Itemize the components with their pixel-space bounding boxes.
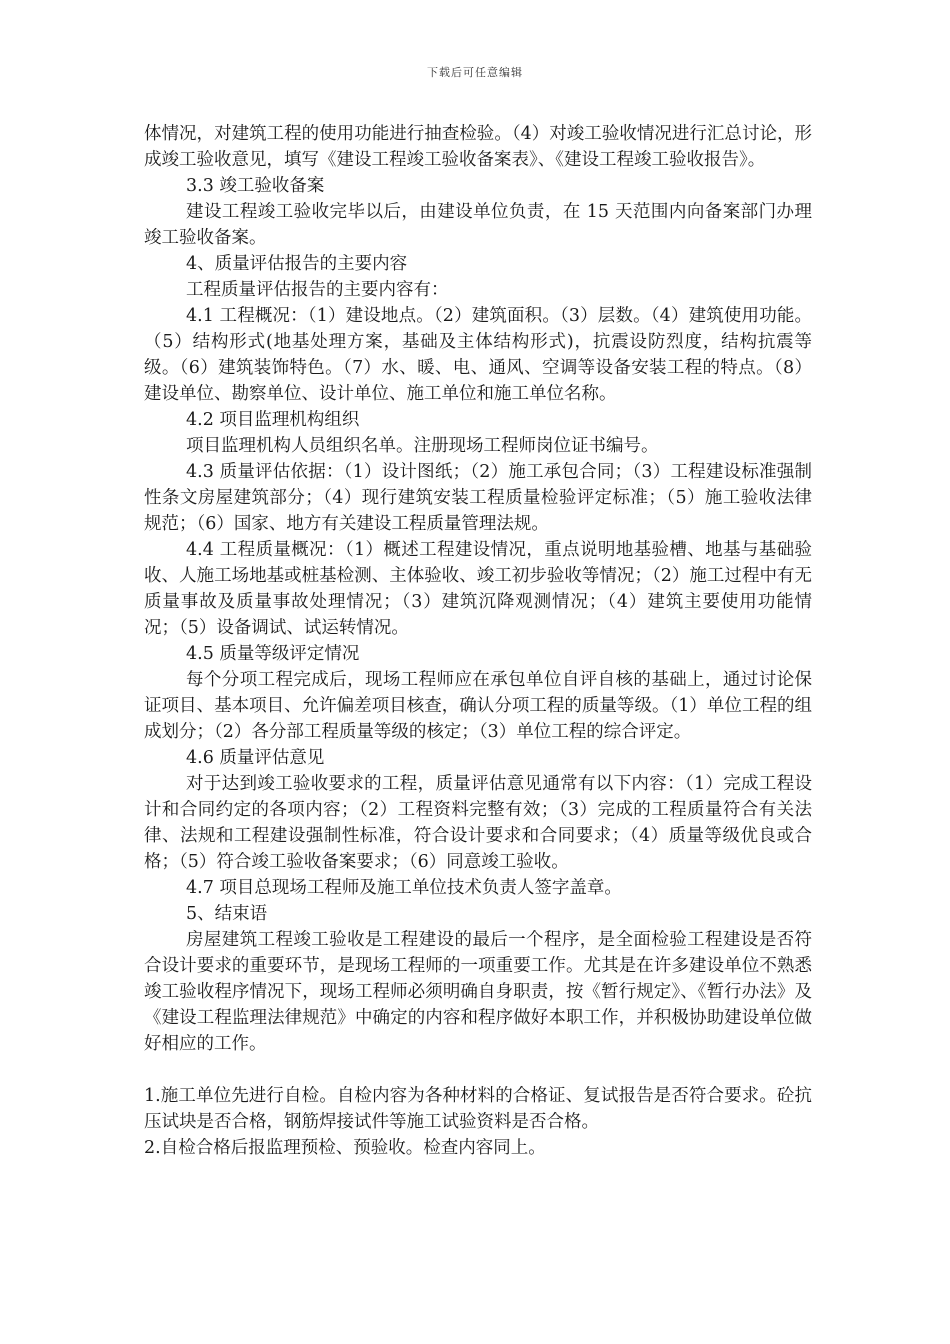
paragraph: 4.3 质量评估依据：（1）设计图纸；（2）施工承包合同；（3）工程建设标准强制性条文房屋建筑部分；（4）现行建筑安装工程质量检验评定标准；（5）施工验收法律规范；（6）国家、地方有关建设工程质量管理法规。 bbox=[144, 462, 812, 534]
section-heading: 5、结束语 bbox=[186, 904, 268, 924]
section-heading: 4.6 质量评估意见 bbox=[186, 748, 325, 768]
paragraph: 房屋建筑工程竣工验收是工程建设的最后一个程序，是全面检验工程建设是否符合设计要求的重要环节，是现场工程师的一项重要工作。尤其是在许多建设单位不熟悉竣工验收程序情况下，现场工程师必须明确自身职责，按《暂行规定》、《暂行办法》及《建设工程监理法律规范》中确定的内容和程序做好本职工作，并积极协助建设单位做好相应的工作。 bbox=[144, 930, 812, 1054]
paragraph: 4.7 项目总现场工程师及施工单位技术负责人签字盖章。 bbox=[186, 878, 622, 898]
paragraph: 建设工程竣工验收完毕以后，由建设单位负责，在 15 天范围内向备案部门办理竣工验收备案。 bbox=[144, 202, 812, 248]
paragraph: 每个分项工程完成后，现场工程师应在承包单位自评自核的基础上，通过讨论保证项目、基本项目、允许偏差项目核查，确认分项工程的质量等级。（1）单位工程的组成划分；（2）各分部工程质量等级的核定；（3）单位工程的综合评定。 bbox=[144, 670, 812, 742]
paragraph: 4.4 工程质量概况：（1）概述工程建设情况，重点说明地基验槽、地基与基础验收、人施工场地基或桩基检测、主体验收、竣工初步验收等情况；（2）施工过程中有无质量事故及质量事故处理情况；（3）建筑沉降观测情况；（4）建筑主要使用功能情况；（5）设备调试、试运转情况。 bbox=[144, 540, 812, 638]
numbered-item: 2.自检合格后报监理预检、预验收。检查内容同上。 bbox=[144, 1138, 546, 1158]
section-heading: 4.2 项目监理机构组织 bbox=[186, 410, 360, 430]
page-header: 下载后可任意编辑 bbox=[427, 66, 523, 79]
numbered-item: 1.施工单位先进行自检。自检内容为各种材料的合格证、复试报告是否符合要求。砼抗压试块是否合格，钢筋焊接试件等施工试验资料是否合格。 bbox=[144, 1086, 812, 1132]
paragraph: 对于达到竣工验收要求的工程，质量评估意见通常有以下内容：（1）完成工程设计和合同约定的各项内容；（2）工程资料完整有效；（3）完成的工程质量符合有关法律、法规和工程建设强制性标准，符合设计要求和合同要求；（4）质量等级优良或合格；（5）符合竣工验收备案要求；（6）同意竣工验收。 bbox=[144, 774, 812, 872]
section-heading: 4.5 质量等级评定情况 bbox=[186, 644, 360, 664]
paragraph: 项目监理机构人员组织名单。注册现场工程师岗位证书编号。 bbox=[186, 436, 659, 456]
paragraph: 工程质量评估报告的主要内容有： bbox=[186, 280, 449, 300]
section-heading: 3.3 竣工验收备案 bbox=[186, 176, 325, 196]
section-heading: 4、质量评估报告的主要内容 bbox=[186, 254, 408, 274]
paragraph: 体情况，对建筑工程的使用功能进行抽查检验。（4）对竣工验收情况进行汇总讨论，形成竣工验收意见，填写《建设工程竣工验收备案表》、《建设工程竣工验收报告》。 bbox=[144, 124, 812, 170]
document-body bbox=[144, 121, 812, 1161]
paragraph: 4.1 工程概况：（1）建设地点。（2）建筑面积。（3）层数。（4）建筑使用功能。（5）结构形式(地基处理方案，基础及主体结构形式)，抗震设防烈度，结构抗震等级。（6）建筑装饰特色。（7）水、暖、电、通风、空调等设备安装工程的特点。（8）建设单位、勘察单位、设计单位、施工单位和施工单位名称。 bbox=[144, 306, 812, 404]
